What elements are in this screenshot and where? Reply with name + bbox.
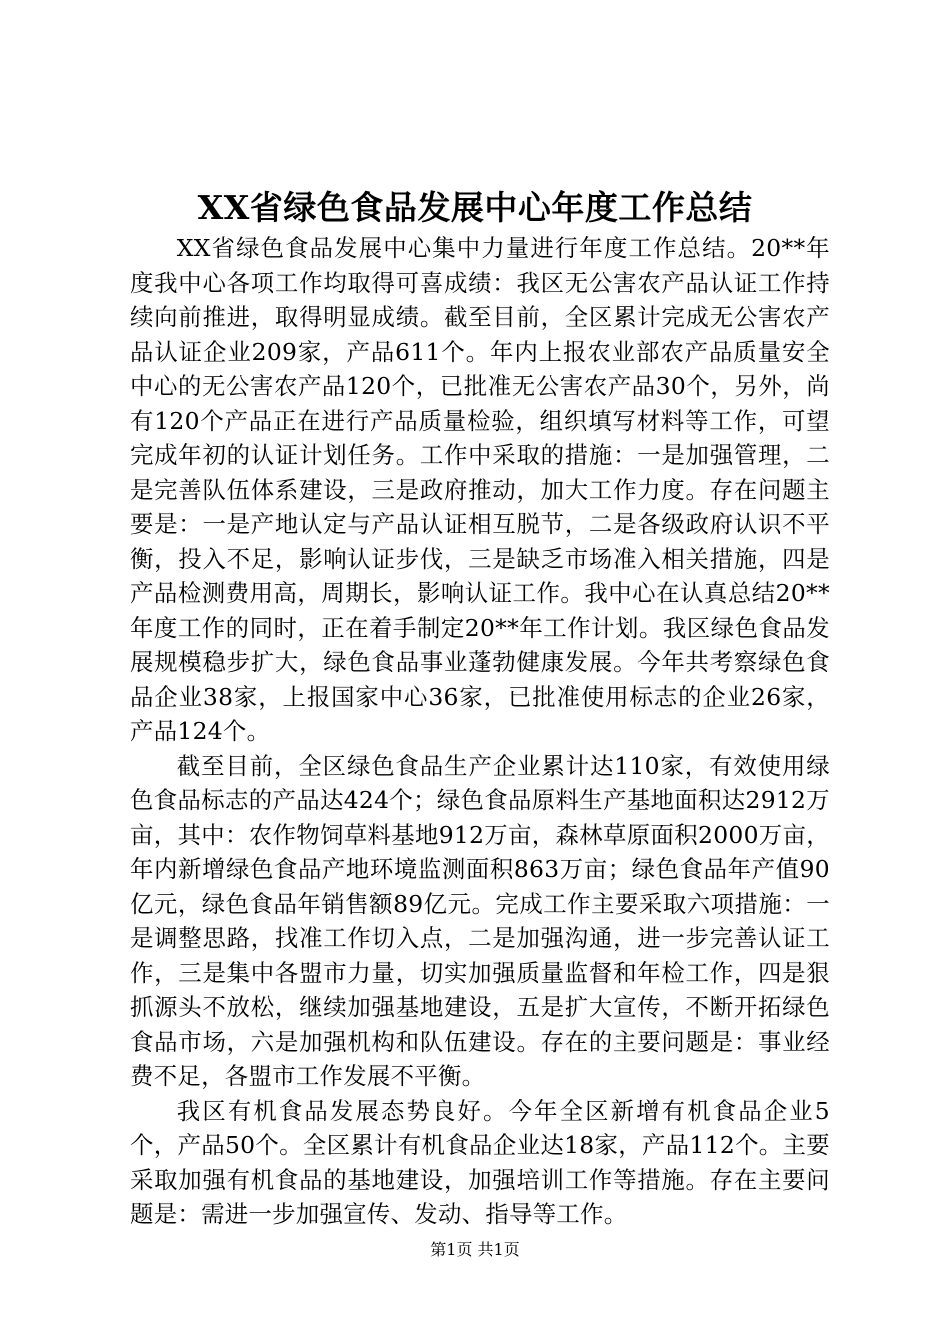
page-footer: 第1页 共1页 (430, 1240, 520, 1259)
paragraph-3: 我区有机食品发展态势良好。今年全区新增有机食品企业5个，产品50个。全区累计有机食品企业达18家，产品112个。主要采取加强有机食品的基地建设，加强培训工作等措施。存在主要问题是：需进一步加强宣传、发动、指导等工作。 (130, 1096, 830, 1228)
paragraph-2: 截至目前，全区绿色食品生产企业累计达110家，有效使用绿色食品标志的产品达424个；绿色食品原料生产基地面积达2912万亩，其中：农作物饲草料基地912万亩，森林草原面积2000万亩，年内新增绿色食品产地环境监测面积863万亩；绿色食品年产值90亿元，绿色食品年销售额89亿元。完成工作主要采取六项措施：一是调整思路，找准工作切入点，二是加强沟通，进一步完善认证工作，三是集中各盟市力量，切实加强质量监督和年检工作，四是狠抓源头不放松，继续加强基地建设，五是扩大宣传，不断开拓绿色食品市场，六是加强机构和队伍建设。存在的主要问题是：事业经费不足，各盟市工作发展不平衡。 (130, 751, 830, 1090)
document-title: XX省绿色食品发展中心年度工作总结 (197, 188, 753, 227)
paragraph-1: XX省绿色食品发展中心集中力量进行年度工作总结。20**年度我中心各项工作均取得可喜成绩：我区无公害农产品认证工作持续向前推进，取得明显成绩。截至目前，全区累计完成无公害农产品认证企业209家，产品611个。年内上报农业部农产品质量安全中心的无公害农产品120个，已批准无公害农产品30个，另外，尚有120个产品正在进行产品质量检验，组织填写材料等工作，可望完成年初的认证计划任务。工作中采取的措施：一是加强管理，二是完善队伍体系建设，三是政府推动，加大工作力度。存在问题主要是：一是产地认定与产品认证相互脱节，二是各级政府认识不平衡，投入不足，影响认证步伐，三是缺乏市场准入相关措施，四是产品检测费用高，周期长，影响认证工作。我中心在认真总结20**年度工作的同时，正在着手制定20**年工作计划。我区绿色食品发展规模稳步扩大，绿色食品事业蓬勃健康发展。今年共考察绿色食品企业38家，上报国家中心36家，已批准使用标志的企业26家，产品124个。 (130, 234, 830, 745)
document-body (130, 231, 830, 1232)
